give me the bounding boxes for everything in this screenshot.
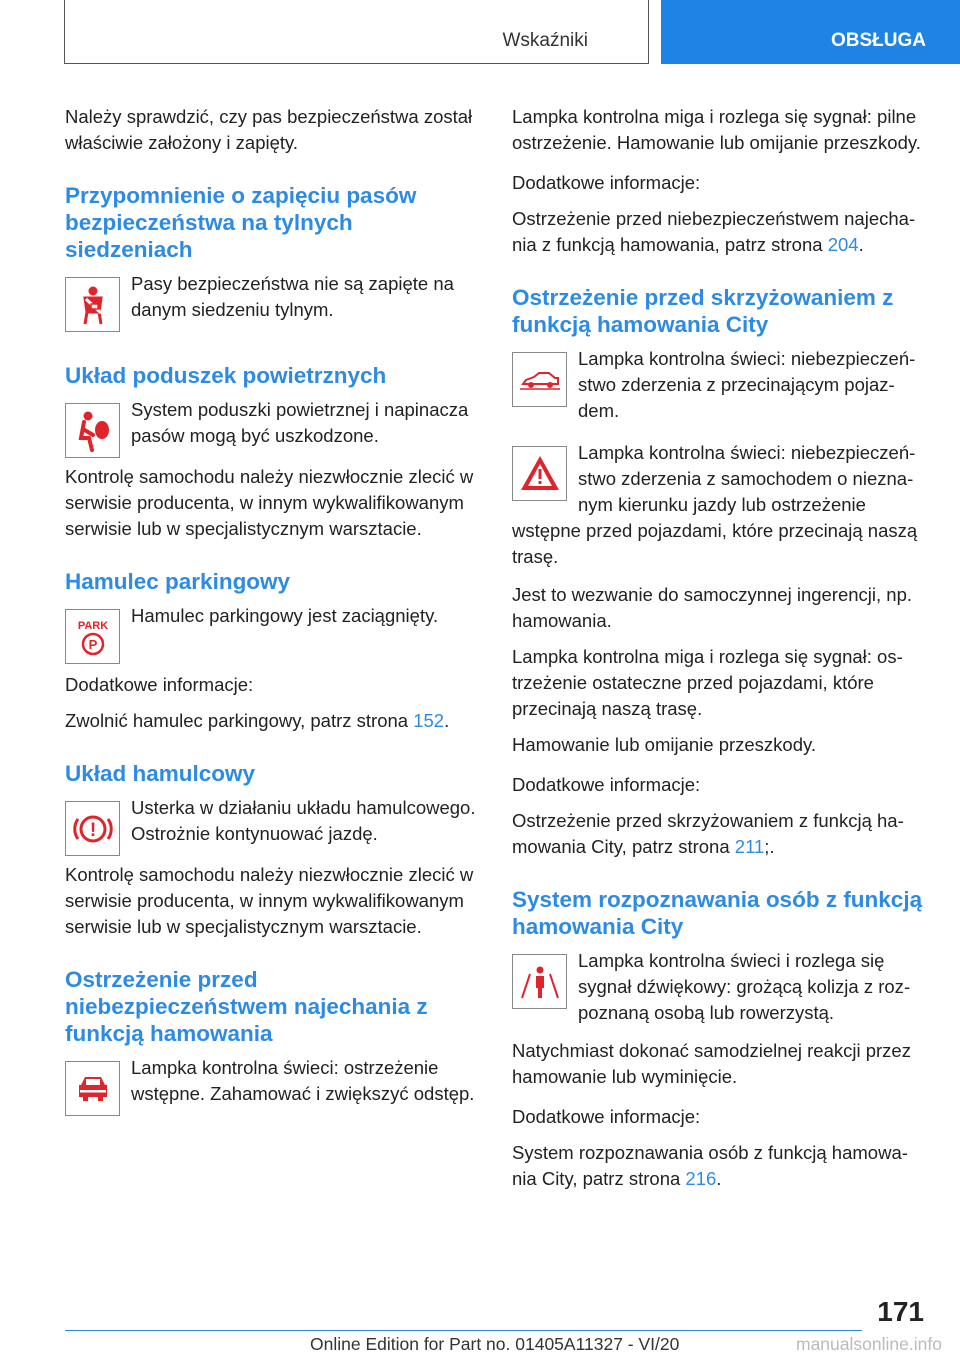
ref-3: System rozpoznawania osób z funkcją hamowania City, patrz strona 216.: [512, 1142, 908, 1189]
brake-warning-icon: [65, 801, 120, 856]
indicator-pedestrian: [512, 948, 926, 1034]
parking-more-label: Dodatkowe informacje:: [65, 674, 254, 695]
crossing-text: Lampka kontrolna świeci: niebezpieczeństwo zderzenia z przecinającym pojazdem.: [578, 348, 916, 421]
indicator-crossing: [512, 346, 926, 432]
seatbelt-text: Pasy bezpieczeństwa nie są zapięte na danym siedzeniu tylnym.: [131, 273, 454, 320]
section-collision-title: Ostrzeżenie przed niebezpieczeństwem najechania z funkcją hamowania: [65, 967, 428, 1046]
parking-ref: Zwolnić hamulec parkingowy, patrz strona 152.: [65, 710, 450, 731]
pedestrian-p1: Natychmiast dokonać samodzielnej reakcji przez hamowanie lub wyminięcie.: [512, 1040, 911, 1087]
section-parking-title: Hamulec parkingowy: [65, 569, 291, 594]
brake-mark: !: [89, 819, 96, 841]
section-brake-title: Układ hamulcowy: [65, 761, 256, 786]
watermark: manualsonline.info: [796, 1334, 942, 1354]
right-column: [512, 104, 926, 1202]
more-label-2: Dodatkowe informacje:: [512, 774, 701, 795]
parking-page-link[interactable]: 152: [413, 710, 445, 731]
page-link-204[interactable]: 204: [827, 234, 859, 255]
more-label-1: Dodatkowe informacje:: [512, 172, 701, 193]
airbag-text-2: Kontrolę samochodu należy niezwłocznie zlecić w serwisie producenta, w innym wykwalifikowanym serwisie lub w specjalistycznym warsztacie.: [65, 466, 474, 539]
page-link-211[interactable]: 211: [734, 836, 765, 857]
section-crossing-title: Ostrzeżenie przed skrzyżowaniem z funkcją hamowania City: [512, 285, 894, 337]
parking-text: Hamulec parkingowy jest zaciągnięty.: [131, 605, 439, 626]
crossing-p2: Lampka kontrolna miga i rozlega się sygnał: ostrzeżenie ostateczne przed pojazdami, które przecinają naszą trasę.: [512, 646, 903, 719]
parking-brake-icon: [65, 609, 120, 664]
footer-divider: [65, 1330, 862, 1331]
ref-2: Ostrzeżenie przed skrzyżowaniem z funkcją hamowania City, patrz strona 211;.: [512, 810, 904, 857]
footer-edition: Online Edition for Part no. 01405A11327 - VI/20: [310, 1334, 680, 1354]
indicator-collision: [65, 1055, 479, 1120]
ref-1: Ostrzeżenie przed niebezpieczeństwem najechania z funkcją hamowania, patrz strona 204.: [512, 208, 916, 255]
brake-text-2: Kontrolę samochodu należy niezwłocznie zlecić w serwisie producenta, w innym wykwalifikowanym serwisie lub w specjalistycznym warsztacie.: [65, 864, 474, 937]
airbag-warning-icon: [65, 403, 120, 458]
airbag-text: System poduszki powietrznej i napinacza pasów mogą być uszkodzone.: [131, 399, 469, 446]
crossing-p3: Hamowanie lub omijanie przeszkody.: [512, 734, 817, 755]
indicator-brake: [65, 795, 479, 860]
urgent-warning-text: Lampka kontrolna miga i rozlega się sygnał: pilne ostrzeżenie. Hamowanie lub omijanie przeszkody.: [512, 106, 921, 153]
park-label: PARK: [77, 619, 108, 632]
indicator-airbag: [65, 397, 479, 462]
section-seatbelt-title: Przypomnienie o zapięciu pasów bezpieczeństwa na tylnych siedzeniach: [65, 183, 417, 262]
header-tab: OBSŁUGA: [661, 0, 960, 64]
indicator-crossing-2: [512, 440, 926, 578]
left-column: [65, 104, 479, 1124]
pedestrian-text: Lampka kontrolna świeci i rozlega się sygnał dźwiękowy: grożącą kolizja z rozpoznaną osobą lub rowerzystą.: [578, 950, 911, 1023]
car-warning-icon: [65, 1061, 120, 1116]
crossing-text-2: Lampka kontrolna świeci: niebezpieczeństwo zderzenia z samochodem o nieznanym kierunku jazdy lub ostrzeżenie wstępne przed pojazdami, które przecinają naszą trasę.: [512, 442, 918, 567]
header-section: Wskaźniki: [502, 30, 588, 51]
pedestrian-warning-icon: [512, 954, 567, 1009]
page-link-216[interactable]: 216: [685, 1168, 717, 1189]
header-frame: [64, 0, 649, 64]
page-number: 171: [877, 1296, 924, 1327]
side-car-icon: [512, 352, 567, 407]
crossing-p1: Jest to wezwanie do samoczynnej ingerencji, np. hamowania.: [512, 584, 913, 631]
collision-text: Lampka kontrolna świeci: ostrzeżenie wstępne. Zahamować i zwiększyć odstęp.: [131, 1057, 475, 1104]
seatbelt-warning-icon: [65, 277, 120, 332]
indicator-seatbelt: [65, 271, 479, 336]
section-pedestrian-title: System rozpoznawania osób z funkcją hamowania City: [512, 887, 923, 939]
brake-text: Usterka w działaniu układu hamulcowego. Ostrożnie kontynuować jazdę.: [131, 797, 476, 844]
more-label-3: Dodatkowe informacje:: [512, 1106, 701, 1127]
park-p-label: P: [88, 636, 97, 652]
intro-text: Należy sprawdzić, czy pas bezpieczeństwa został właściwie założony i zapięty.: [65, 106, 473, 153]
indicator-parking: [65, 603, 479, 668]
section-airbag-title: Układ poduszek powietrznych: [65, 363, 387, 388]
warning-triangle-icon: [512, 446, 567, 501]
